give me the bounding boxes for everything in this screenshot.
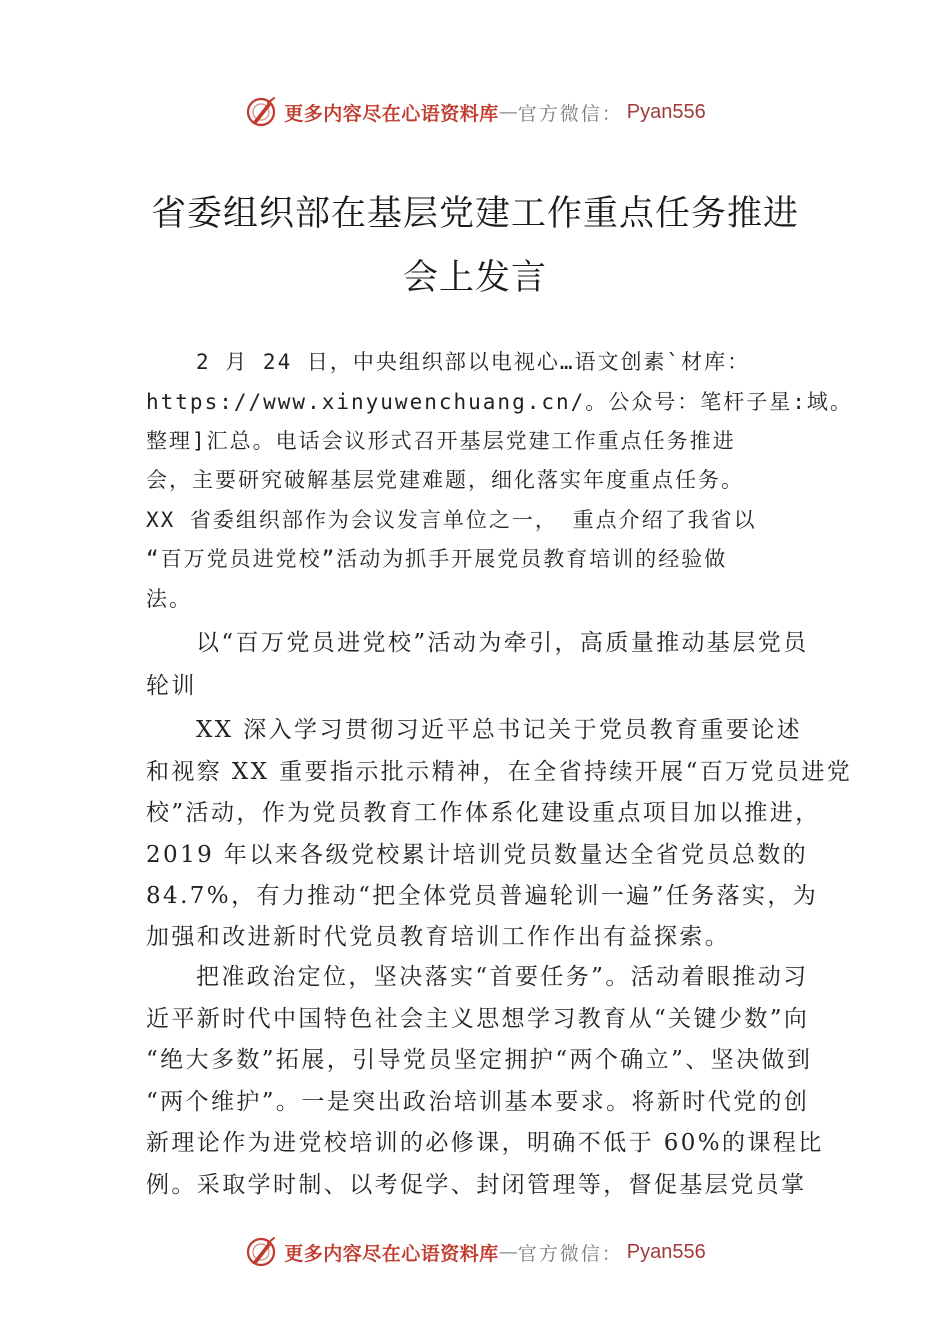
paragraph-1-line-6: “百万党员进党校”活动为抓手开展党员教育培训的经验做 [146, 547, 728, 571]
paragraph-1-line-5: XX 省委组织部作为会议发言单位之一， 重点介绍了我省以 [146, 508, 757, 532]
watermark-banner-top [0, 92, 950, 132]
paragraph-1-line-7: 法。 [146, 587, 192, 611]
watermark-dash: — [498, 101, 518, 123]
quill-logo-icon [244, 1235, 278, 1269]
watermark-brand: 更多内容尽在心语资料库 [284, 102, 499, 125]
paragraph-2-line-6: 加强和改进新时代党员教育培训工作作出有益探索。 [146, 924, 731, 950]
watermark-brand: 更多内容尽在心语资料库 [284, 1242, 499, 1265]
watermark-banner-bottom [0, 1232, 950, 1272]
watermark-dash: — [498, 1241, 518, 1263]
section-heading-line-1: 以“百万党员进党校”活动为牵引，高质量推动基层党员 [196, 630, 809, 656]
document-title-line-2: 会上发言 [402, 258, 547, 298]
section-heading-line-2: 轮训 [146, 673, 197, 699]
paragraph-2-line-3: 校”活动，作为党员教育工作体系化建设重点项目加以推进， [146, 800, 821, 826]
watermark-wechat-label: 官方微信： [517, 102, 623, 125]
watermark-wechat-label: 官方微信： [517, 1242, 623, 1265]
paragraph-3-line-6: 例。采取学时制、以考促学、封闭管理等，督促基层党员掌 [146, 1172, 807, 1198]
paragraph-1-line-1: 2 月 24 日，中央组织部以电视心…语文创素`材库： [196, 350, 751, 374]
document-title-line-1: 省委组织部在基层党建工作重点任务推进 [150, 194, 799, 234]
paragraph-2-line-2: 和视察 XX 重要指示批示精神，在全省持续开展“百万党员进党 [146, 759, 853, 785]
paragraph-1-line-2: https://www.xinyuwenchuang.cn/。公众号：笔杆子星:域。 [146, 390, 853, 414]
paragraph-2-line-5: 84.7%，有力推动“把全体党员普遍轮训一遍”任务落实，为 [146, 883, 819, 909]
paragraph-1-line-4: 会，主要研究破解基层党建难题，细化落实年度重点任务。 [146, 468, 744, 492]
watermark-wechat-id: Pyan556 [626, 1240, 706, 1263]
watermark-wechat-id: Pyan556 [626, 100, 706, 123]
paragraph-2-line-1: XX 深入学习贯彻习近平总书记关于党员教育重要论述 [196, 717, 803, 743]
paragraph-3-line-5: 新理论作为进党校培训的必修课，明确不低于 60%的课程比 [146, 1130, 824, 1156]
quill-logo-icon [244, 95, 278, 129]
paragraph-1-line-3: 整理]汇总。电话会议形式召开基层党建工作重点任务推进 [146, 429, 736, 453]
paragraph-2-line-4: 2019 年以来各级党校累计培训党员数量达全省党员总数的 [146, 842, 809, 868]
paragraph-3-line-1: 把准政治定位，坚决落实“首要任务”。活动着眼推动习 [196, 964, 809, 990]
paragraph-3-line-3: “绝大多数”拓展，引导党员坚定拥护“两个确立”、坚决做到 [146, 1047, 813, 1073]
paragraph-3-line-2: 近平新时代中国特色社会主义思想学习教育从“关键少数”向 [146, 1006, 810, 1032]
paragraph-3-line-4: “两个维护”。一是突出政治培训基本要求。将新时代党的创 [146, 1089, 810, 1115]
